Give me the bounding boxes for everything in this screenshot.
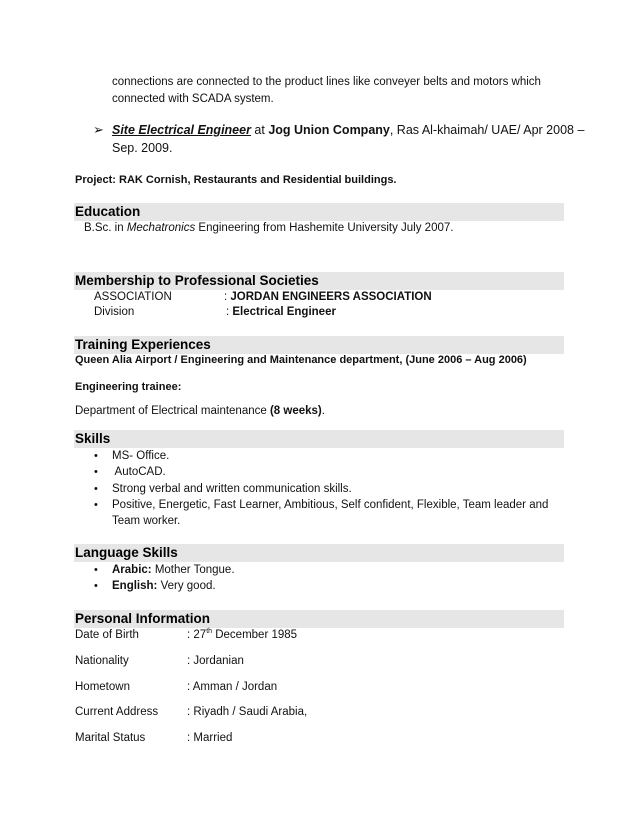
bullet-icon: •: [94, 450, 98, 462]
job-at: at: [250, 123, 269, 137]
personal-value-address: : Riyadh / Saudi Arabia,: [187, 706, 308, 718]
membership-value: Electrical Engineer: [232, 306, 336, 318]
education-suffix: Engineering from Hashemite University July 2007.: [195, 222, 454, 234]
training-dept: [75, 405, 325, 417]
personal-label-marital: Marital Status: [75, 732, 146, 744]
skill-item: Positive, Energetic, Fast Learner, Ambitious, Self confident, Flexible, Team leader and: [112, 499, 549, 511]
bullet-icon: •: [94, 483, 98, 495]
skill-item: MS- Office.: [112, 450, 170, 462]
membership-value-association: [224, 291, 432, 303]
personal-value-hometown: : Amman / Jordan: [187, 681, 278, 693]
dob-prefix: : 27: [187, 629, 207, 641]
skills-heading: Skills: [74, 430, 564, 448]
dob-suffix: December 1985: [212, 629, 298, 641]
job-dates: Sep. 2009.: [112, 141, 173, 155]
dob-sup: th: [206, 628, 213, 636]
personal-value-nationality: : Jordanian: [187, 655, 244, 667]
language-item: [112, 580, 216, 592]
skill-item: Strong verbal and written communication skills.: [112, 483, 352, 495]
education-prefix: B.Sc. in: [84, 222, 127, 234]
language-name: English:: [112, 580, 158, 592]
language-heading: Language Skills: [74, 544, 564, 562]
arrow-bullet-icon: ➢: [93, 122, 104, 137]
training-end: .: [321, 405, 325, 417]
intro-line-1: connections are connected to the product lines like conveyer belts and motors which: [112, 76, 541, 88]
training-duration: (8 weeks): [269, 405, 322, 417]
project-line: Project: RAK Cornish, Restaurants and Residential buildings.: [75, 174, 397, 186]
bullet-icon: •: [94, 564, 98, 576]
training-place: Queen Alia Airport / Engineering and Maintenance department, (June 2006 – Aug 2006): [75, 354, 527, 366]
education-major: Mechatronics: [126, 222, 196, 234]
membership-value: JORDAN ENGINEERS ASSOCIATION: [230, 291, 432, 303]
personal-label-dob: Date of Birth: [75, 629, 139, 641]
job-company: Jog Union Company: [268, 123, 390, 137]
intro-line-2: connected with SCADA system.: [112, 93, 274, 105]
bullet-icon: •: [94, 466, 98, 478]
skill-item: AutoCAD.: [112, 466, 166, 478]
education-line: [84, 222, 453, 234]
bullet-icon: •: [94, 499, 98, 511]
job-location: , Ras Al-khaimah/ UAE/ Apr 2008 –: [389, 123, 585, 137]
education-heading: Education: [74, 203, 564, 221]
language-item: [112, 564, 235, 576]
personal-heading: Personal Information: [74, 610, 564, 628]
job-line: [112, 123, 584, 137]
personal-label-address: Current Address: [75, 706, 159, 718]
language-level: Very good.: [157, 580, 216, 592]
membership-heading: Membership to Professional Societies: [74, 272, 564, 290]
membership-sep: :: [226, 306, 233, 318]
personal-value-dob: [187, 629, 297, 641]
personal-label-nationality: Nationality: [75, 655, 129, 667]
membership-label-division: Division: [94, 306, 135, 318]
language-level: Mother Tongue.: [151, 564, 235, 576]
membership-sep: :: [224, 291, 231, 303]
membership-label-association: ASSOCIATION: [94, 291, 172, 303]
training-dept-text: Department of Electrical maintenance: [75, 405, 270, 417]
language-name: Arabic:: [112, 564, 152, 576]
bullet-icon: •: [94, 580, 98, 592]
personal-value-marital: : Married: [187, 732, 233, 744]
personal-label-hometown: Hometown: [75, 681, 130, 693]
skill-item-continued: Team worker.: [112, 515, 181, 527]
job-title: Site Electrical Engineer: [112, 123, 251, 137]
membership-value-division: [226, 306, 336, 318]
training-role: Engineering trainee:: [75, 381, 182, 393]
training-heading: Training Experiences: [74, 336, 564, 354]
